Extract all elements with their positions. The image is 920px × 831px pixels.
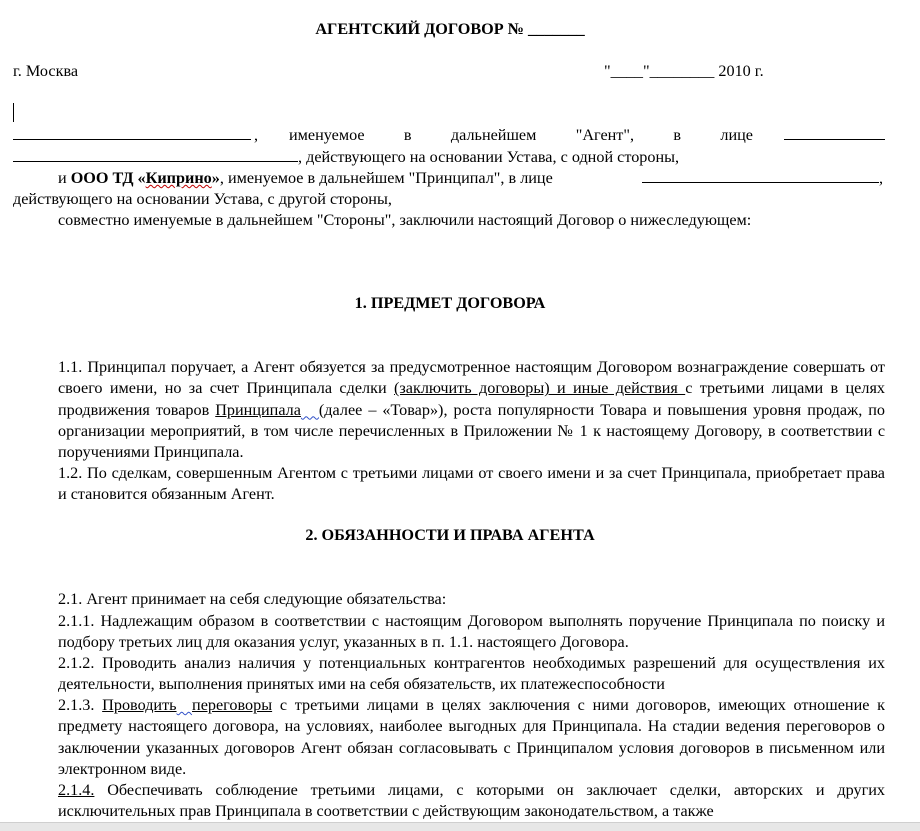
principal-name: ООО ТД «Киприно» (70, 169, 220, 187)
agent-basis-text: , действующего на основании Устава, с одной стороны, (298, 148, 680, 166)
clause-1-1: 1.1. Принципал поручает, а Агент обязуется за предусмотренное настоящим Договором вознаграждение совершать от своего имени, но за счет Принципала сделки (заключить договоры) и иные действия с третьими лицами в целях продвижения товаров Принципала (далее – «Товар»), роста популярности Товара и повышения уровня продаж, по организации мероприятий, в том числе перечисленных в Приложении № 1 к настоящему Договору, в соответствии с поручениями Принципала. (58, 358, 885, 462)
principal-comma: , (879, 169, 884, 187)
principal-basis: действующего на основании Устава, с другой стороны, (13, 190, 392, 208)
agent-blank[interactable] (13, 126, 251, 145)
clause-2-1-1: 2.1.1. Надлежащим образом в соответствии с настоящим Договором выполнять поручение Принципала по поиску и подбору третьих лиц для оказания услуг, указанных в п. 1.1. настоящего Договора. (58, 612, 885, 652)
section2-heading: 2. ОБЯЗАННОСТИ И ПРАВА АГЕНТА (305, 526, 595, 544)
clause-2-1-4: 2.1.4. Обеспечивать соблюдение третьими лицами, с которыми он заключает сделки, авторских и других исключительных прав Принципала в соответствии с действующим законодательством, а также (58, 781, 885, 821)
agent-text: именуемое в дальнейшем "Агент", в лице (289, 126, 753, 144)
principal-person-field (642, 169, 883, 188)
clause-1-2: 1.2. По сделкам, совершенным Агентом с третьими лицами от своего имени и за счет Принципала, приобретает права и становится обязанным Агент. (58, 464, 885, 504)
agent-comma: , (254, 126, 259, 144)
principal-prefix: и (58, 169, 71, 187)
principal-text: , именуемое в дальнейшем "Принципал", в лице (219, 169, 553, 187)
agent-person-blank[interactable] (784, 126, 885, 145)
agent-basis-blank[interactable] (13, 148, 298, 162)
principal-line (58, 169, 553, 188)
clause-2-1-2: 2.1.2. Проводить анализ наличия у потенциальных контрагентов необходимых разрешений для осуществления их деятельности, выполнения принятых ими на себя обязательств, их платежеспособности (58, 654, 885, 694)
clause-2-1-3: 2.1.3. Проводить переговоры с третьими лицами в целях заключения с ними договоров, имеющих отношение к предмету настоящего договора, на условиях, наиболее выгодных для Принципала. На стадии ведения переговоров о заключении указанных договоров Агент обязан согласовывать с Принципалом условия договоров в письменном или электронном виде. (58, 696, 886, 778)
contract-date: "____"________ 2010 г. (604, 62, 764, 80)
parties-together: совместно именуемые в дальнейшем "Стороны", заключили настоящий Договор о нижеследующем: (58, 211, 752, 229)
text-cursor (13, 103, 14, 122)
principal-person-blank[interactable] (642, 169, 879, 183)
document-title: АГЕНТСКИЙ ДОГОВОР № _______ (315, 20, 585, 38)
section1-heading: 1. ПРЕДМЕТ ДОГОВОРА (354, 294, 546, 312)
agent-basis-line (13, 148, 679, 167)
clause-2-1: 2.1. Агент принимает на себя следующие обязательства: (58, 590, 447, 608)
city: г. Москва (13, 62, 79, 80)
